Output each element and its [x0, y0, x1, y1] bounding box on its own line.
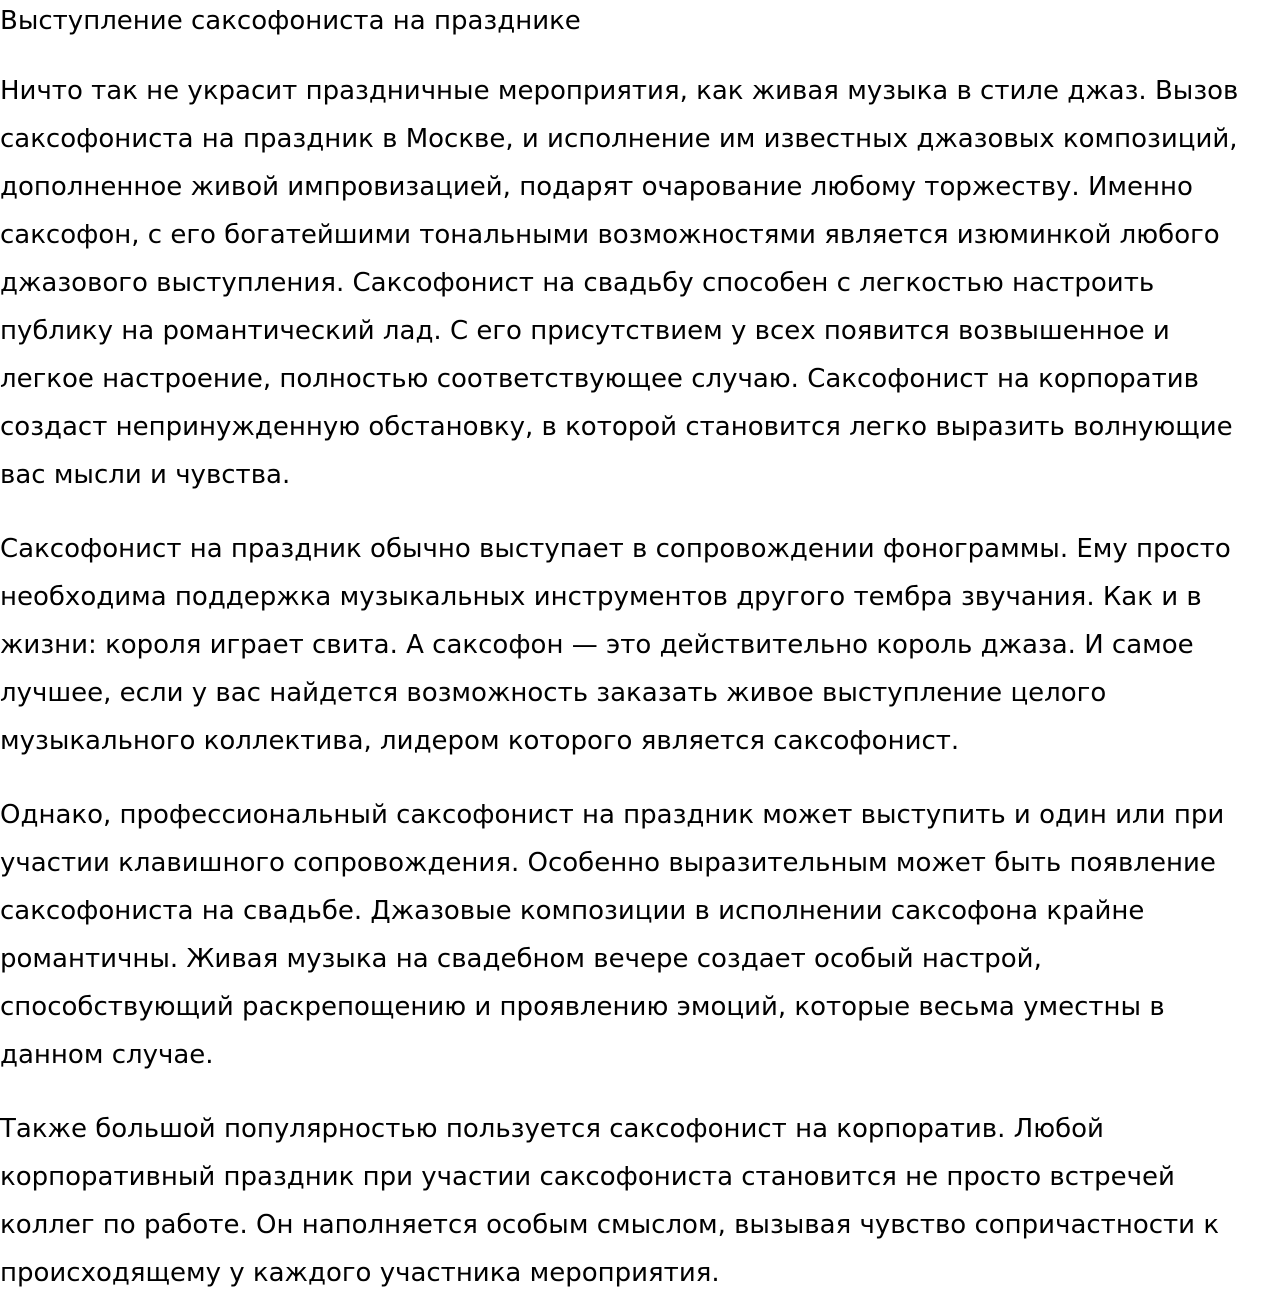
article — [0, 5, 1262, 1297]
paragraph-3: Однако, профессиональный саксофонист на праздник может выступить и один или при участии клавишного сопровождения. Особенно выразительным может быть появление саксофониста на свадьбе. Джазовые композиции в исполнении саксофона крайне романтичны. Живая музыка на свадебном вечере создает особый настрой, способствующий раскрепощению и проявлению эмоций, которые весьма уместны в данном случае. — [0, 800, 1225, 1070]
article-title: Выступление саксофониста на празднике — [0, 6, 581, 36]
paragraph-2: Саксофонист на праздник обычно выступает в сопровождении фонограммы. Ему просто необходима поддержка музыкальных инструментов другого тембра звучания. Как и в жизни: короля играет свита. А саксофон — это действительно король джаза. И самое лучшее, если у вас найдется возможность заказать живое выступление целого музыкального коллектива, лидером которого является саксофонист. — [0, 534, 1231, 756]
paragraph-1: Ничто так не украсит праздничные мероприятия, как живая музыка в стиле джаз. Вызов саксофониста на праздник в Москве, и исполнение им известных джазовых композиций, дополненное живой импровизацией, подарят очарование любому торжеству. Именно саксофон, с его богатейшими тональными возможностями является изюминкой любого джазового выступления. Саксофонист на свадьбу способен с легкостью настроить публику на романтический лад. С его присутствием у всех появится возвышенное и легкое настроение, полностью соответствующее случаю. Саксофонист на корпоратив создаст непринужденную обстановку, в которой становится легко выразить волнующие вас мысли и чувства. — [0, 76, 1239, 490]
paragraph-4: Также большой популярностью пользуется саксофонист на корпоратив. Любой корпоративный праздник при участии саксофониста становится не просто встречей коллег по работе. Он наполняется особым смыслом, вызывая чувство сопричастности к происходящему у каждого участника мероприятия. — [0, 1114, 1220, 1288]
